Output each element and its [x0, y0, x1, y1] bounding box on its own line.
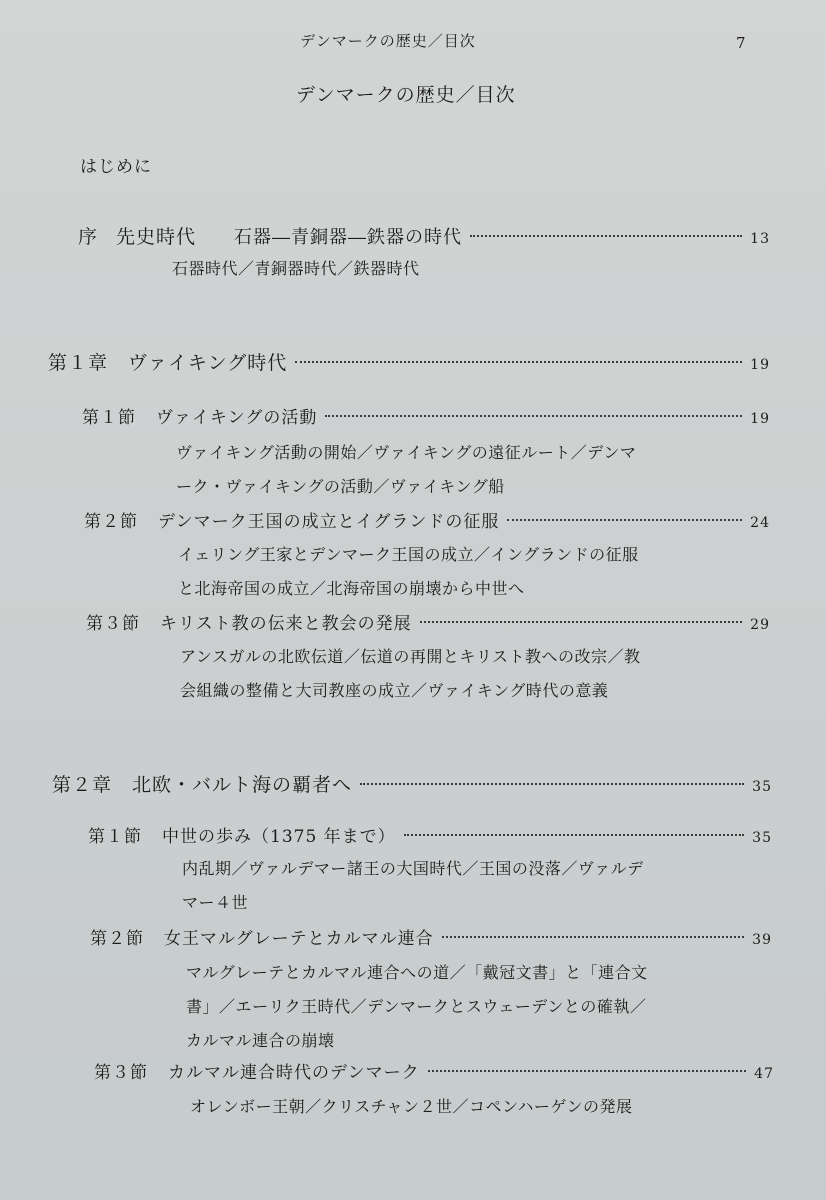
page-ref: 35 [752, 779, 772, 795]
section-title: 女王マルグレーテとカルマル連合 [164, 929, 434, 949]
toc-entry-ch2-section-1[interactable] [88, 822, 772, 847]
prologue-topics [172, 252, 420, 286]
section-label: 第３節 [86, 614, 140, 634]
page-ref: 47 [754, 1066, 774, 1082]
dot-leader [360, 782, 744, 785]
toc-entry-prologue[interactable] [78, 222, 770, 249]
page-ref: 19 [750, 411, 770, 427]
page-title: デンマークの歴史／目次 [296, 84, 516, 106]
topic-line: マー４世 [182, 893, 249, 912]
prologue-title: 先史時代 [116, 226, 197, 248]
page-ref: 24 [750, 515, 770, 531]
page-ref: 35 [752, 830, 772, 846]
dot-leader [428, 1069, 747, 1072]
toc-entry-ch1-section-1[interactable] [82, 403, 770, 428]
chapter-label: 第２章 [52, 774, 113, 796]
chapter-title: 北欧・バルト海の覇者へ [132, 774, 353, 796]
topic-line: 書」／エーリク王時代／デンマークとスウェーデンとの確執／ [186, 997, 647, 1016]
section-label: 第２節 [90, 929, 144, 949]
dot-leader [404, 833, 745, 836]
page-ref: 29 [750, 617, 770, 633]
page-ref: 39 [752, 932, 772, 948]
toc-entry-ch2-section-3[interactable] [94, 1058, 774, 1083]
section-label: 第３節 [94, 1063, 148, 1083]
section-title: カルマル連合時代のデンマーク [168, 1063, 420, 1083]
running-header: デンマークの歴史／目次 [300, 32, 476, 50]
dot-leader [470, 234, 742, 237]
topic-line: カルマル連合の崩壊 [186, 1031, 335, 1050]
topic-line: 会組織の整備と大司教座の成立／ヴァイキング時代の意義 [180, 681, 609, 700]
section-topics [190, 1090, 633, 1124]
chapter-label: 第１章 [48, 352, 109, 374]
section-label: 第２節 [84, 512, 138, 532]
toc-entry-ch1-section-2[interactable] [84, 507, 770, 532]
page-ref: 13 [750, 231, 770, 247]
section-title: ヴァイキングの活動 [156, 408, 318, 428]
topic-line: オレンボー王朝／クリスチャン２世／コペンハーゲンの発展 [190, 1097, 633, 1116]
dot-leader [420, 620, 743, 623]
page-ref: 19 [750, 357, 770, 373]
dot-leader [507, 518, 742, 521]
section-label: 第１節 [82, 408, 136, 428]
topic-line: アンスガルの北欧伝道／伝道の再開とキリスト教への改宗／教 [180, 647, 641, 666]
section-topics [182, 852, 644, 920]
topic-line: イェリング王家とデンマーク王国の成立／イングランドの征服 [178, 545, 639, 564]
toc-entry-chapter-2[interactable] [52, 770, 772, 797]
toc-entry-ch2-section-2[interactable] [90, 924, 772, 949]
toc-entry-ch1-section-3[interactable] [86, 609, 770, 634]
topic-line: 内乱期／ヴァルデマー諸王の大国時代／王国の没落／ヴァルデ [182, 859, 644, 878]
toc-entry-introduction[interactable]: はじめに [80, 157, 152, 177]
section-topics [176, 436, 636, 504]
prologue-subtitle: 石器―青銅器―鉄器の時代 [234, 227, 463, 248]
page-number: 7 [736, 34, 746, 52]
section-title: キリスト教の伝来と教会の発展 [160, 614, 412, 634]
topic-line: マルグレーテとカルマル連合への道／「戴冠文書」と「連合文 [186, 963, 648, 982]
topic-line: 石器時代／青銅器時代／鉄器時代 [172, 259, 420, 278]
topic-line: ヴァイキング活動の開始／ヴァイキングの遠征ルート／デンマ [176, 443, 637, 462]
topic-line: と北海帝国の成立／北海帝国の崩壊から中世へ [178, 579, 525, 598]
section-title: デンマーク王国の成立とイグランドの征服 [158, 512, 500, 532]
section-title: 中世の歩み（1375 年まで） [162, 827, 396, 847]
section-label: 第１節 [88, 827, 142, 847]
section-topics [180, 640, 641, 708]
section-topics [186, 956, 648, 1058]
section-topics [178, 538, 639, 606]
dot-leader [295, 360, 742, 363]
dot-leader [442, 935, 745, 938]
toc-entry-chapter-1[interactable] [48, 348, 770, 375]
chapter-title: ヴァイキング時代 [128, 352, 288, 374]
dot-leader [325, 414, 742, 417]
prologue-label: 序 [78, 226, 99, 248]
topic-line: ーク・ヴァイキングの活動／ヴァイキング船 [176, 477, 505, 496]
